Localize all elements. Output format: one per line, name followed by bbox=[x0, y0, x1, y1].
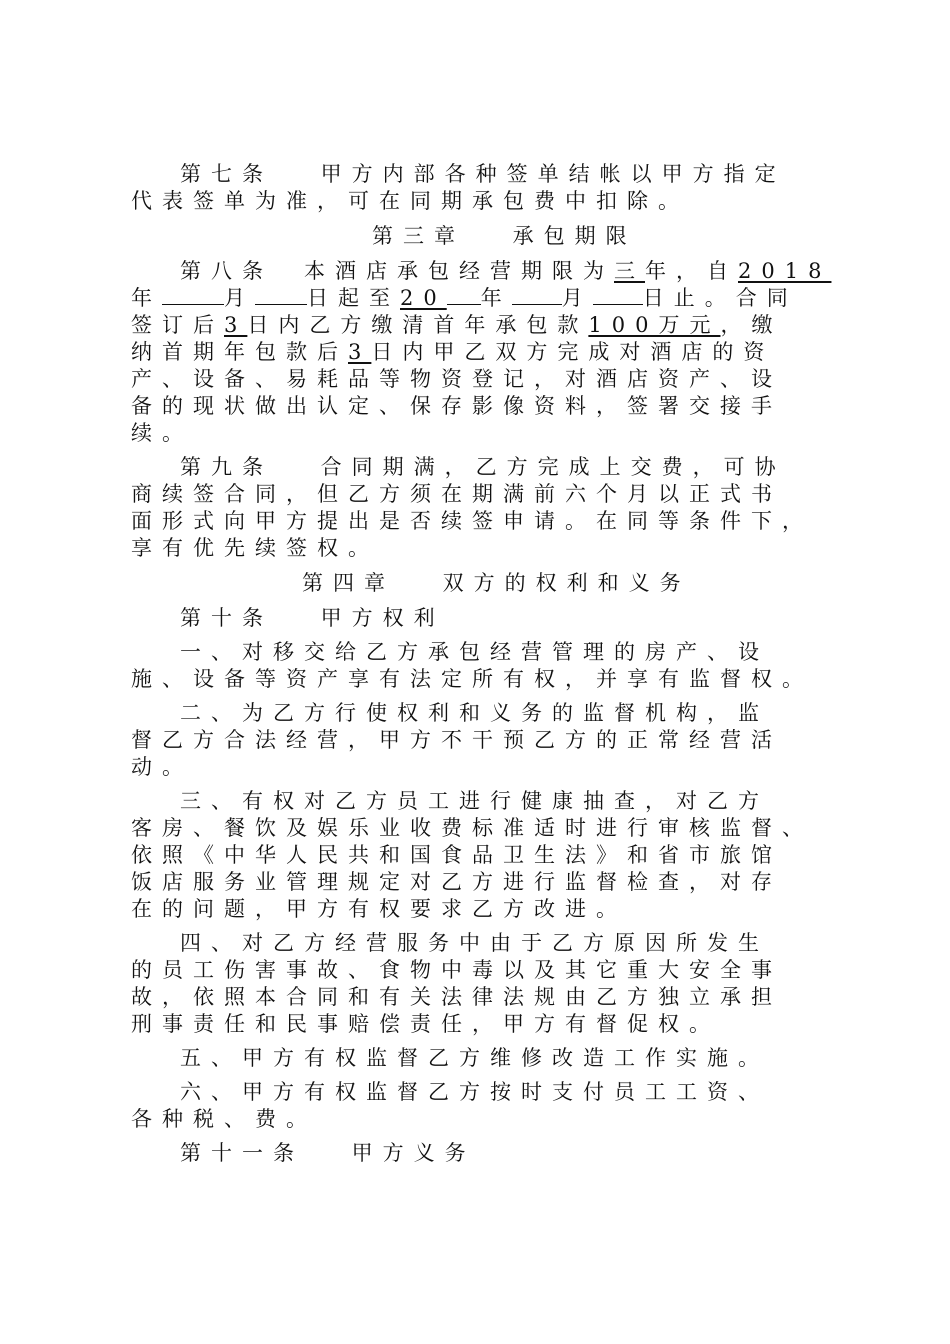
year-char: 年 bbox=[131, 286, 162, 310]
first-payment-amount: 100万元 bbox=[588, 313, 721, 337]
start-day-blank bbox=[255, 286, 307, 305]
end-month-blank bbox=[512, 286, 562, 305]
article-9-line-1: 第九条 合同期满，乙方完成上交费，可协 bbox=[180, 455, 786, 479]
article-10-heading: 第十条 甲方权利 bbox=[180, 606, 445, 630]
article-8-text-a: 第八条 本酒店承包经营期限为 bbox=[180, 259, 614, 283]
right-2-line-3: 动。 bbox=[131, 755, 193, 779]
term-years-field: 三 bbox=[614, 259, 645, 283]
end-text: 日止。合同 bbox=[642, 286, 798, 310]
right-2-line-2: 督乙方合法经营，甲方不干预乙方的正常经营活 bbox=[131, 728, 782, 752]
year-char-2: 年 bbox=[480, 286, 512, 310]
start-month-blank bbox=[162, 286, 224, 305]
right-4-line-3: 故，依照本合同和有关法律法规由乙方独立承担 bbox=[131, 985, 782, 1009]
until-text: 日起至 bbox=[307, 286, 400, 310]
signed-text: 签订后 bbox=[131, 313, 224, 337]
right-4-line-1: 四、对乙方经营服务中由于乙方原因所发生 bbox=[180, 931, 769, 955]
article-8-text-b: 年，自 bbox=[645, 259, 738, 283]
article-8-line-2 bbox=[131, 284, 798, 312]
article-7-line-2: 代表签单为准，可在同期承包费中扣除。 bbox=[131, 189, 689, 213]
article-8-line-7: 续。 bbox=[131, 421, 193, 445]
article-8-line-5: 产、设备、易耗品等物资登记，对酒店资产、设 bbox=[131, 367, 782, 391]
right-5-line-1: 五、甲方有权监督乙方维修改造工作实施。 bbox=[180, 1046, 769, 1070]
right-6-line-1: 六、甲方有权监督乙方按时支付员工工资、 bbox=[180, 1080, 769, 1104]
start-year-field: 2018 bbox=[738, 259, 832, 283]
article-8-line-1 bbox=[180, 257, 831, 285]
chapter-4-heading: 第四章 双方的权利和义务 bbox=[302, 571, 691, 595]
article-9-line-4: 享有优先续签权。 bbox=[131, 536, 379, 560]
article-8-text-d: ，缴 bbox=[720, 313, 783, 337]
end-day-blank bbox=[593, 286, 643, 305]
month-char: 月 bbox=[224, 286, 255, 310]
month-char-2: 月 bbox=[561, 286, 593, 310]
right-3-line-2: 客房、餐饮及娱乐业收费标准适时进行审核监督、 bbox=[131, 816, 813, 840]
article-8-text-e: 纳首期年包款后 bbox=[131, 340, 348, 364]
article-8-line-3 bbox=[131, 311, 782, 339]
article-9-line-2: 商续签合同，但乙方须在期满前六个月以正式书 bbox=[131, 482, 782, 506]
right-3-line-1: 三、有权对乙方员工进行健康抽查，对乙方 bbox=[180, 789, 769, 813]
right-6-line-2: 各种税、费。 bbox=[131, 1107, 317, 1131]
right-2-line-1: 二、为乙方行使权利和义务的监督机构，监 bbox=[180, 701, 769, 725]
right-3-line-3: 依照《中华人民共和国食品卫生法》和省市旅馆 bbox=[131, 843, 782, 867]
article-11-heading: 第十一条 甲方义务 bbox=[180, 1141, 476, 1165]
chapter-3-heading: 第三章 承包期限 bbox=[372, 224, 637, 248]
article-7-line-1: 第七条 甲方内部各种签单结帐以甲方指定 bbox=[180, 162, 786, 186]
right-4-line-2: 的员工伤害事故、食物中毒以及其它重大安全事 bbox=[131, 958, 782, 982]
article-8-line-6: 备的现状做出认定、保存影像资料，签署交接手 bbox=[131, 394, 782, 418]
right-1-line-2: 施、设备等资产享有法定所有权，并享有监督权。 bbox=[131, 667, 813, 691]
article-8-text-f: 日内甲乙双方完成对酒店的资 bbox=[371, 340, 775, 364]
article-9-line-3: 面形式向甲方提出是否续签申请。在同等条件下， bbox=[131, 509, 813, 533]
right-1-line-1: 一、对移交给乙方承包经营管理的房产、设 bbox=[180, 640, 769, 664]
right-4-line-4: 刑事责任和民事赔偿责任，甲方有督促权。 bbox=[131, 1012, 720, 1036]
end-year-blank bbox=[447, 286, 481, 305]
article-8-text-c: 日内乙方缴清首年承包款 bbox=[247, 313, 589, 337]
article-8-line-4 bbox=[131, 338, 774, 366]
handover-days-field: 3 bbox=[348, 340, 372, 364]
right-3-line-4: 饭店服务业管理规定对乙方进行监督检查，对存 bbox=[131, 870, 782, 894]
payment-days-field: 3 bbox=[224, 313, 248, 337]
right-3-line-5: 在的问题，甲方有权要求乙方改进。 bbox=[131, 897, 627, 921]
end-year-field: 20 bbox=[400, 286, 447, 310]
